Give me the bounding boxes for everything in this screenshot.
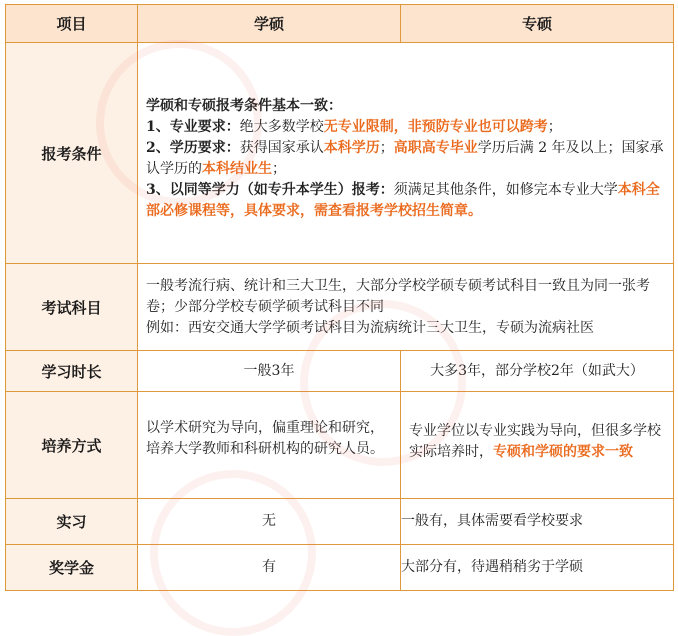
conditions-intro: 学硕和专硕报考条件基本一致：	[146, 98, 342, 114]
condition3-highlight: 本科全部必修课程等，具体要求，需查看报考学校招生简章。	[146, 182, 660, 219]
condition3-head: 3、以同等学力（如专升本学生）报考：	[146, 182, 394, 198]
training-academic: 以学术研究为导向，偏重理论和研究，培养大学教师和科研机构的研究人员。	[146, 420, 384, 457]
row-scholarship	[6, 545, 674, 591]
row-exam-conditions	[6, 43, 674, 264]
condition2-highlight3: 本科结业生	[202, 161, 272, 177]
cell-training-professional	[401, 392, 674, 499]
condition2-text: 获得国家承认	[239, 140, 324, 156]
condition1-highlight: 无专业限制，非预防专业也可以跨考	[323, 119, 548, 135]
condition2-highlight2: 高职高专毕业	[393, 140, 478, 156]
internship-academic: 无	[138, 499, 401, 545]
internship-professional: 一般有，具体需要看学校要求	[401, 499, 674, 545]
duration-professional: 大多3年，部分学校2年（如武大）	[401, 351, 674, 392]
row-training	[6, 392, 674, 499]
cell-training-academic	[138, 392, 401, 499]
subjects-line1: 一般考流行病、统计和三大卫生，大部分学校学硕专硕考试科目一致且为同一张考卷；少部分学校专硕学硕考试科目不同	[146, 277, 650, 315]
cell-exam-conditions	[138, 43, 674, 264]
scholarship-academic: 有	[138, 545, 401, 591]
subjects-line2: 例如：西安交通大学学硕考试科目为流病统计三大卫生，专硕为流病社医	[146, 319, 594, 336]
cell-exam-subjects	[138, 264, 674, 351]
condition1-end: ；	[547, 119, 562, 135]
training-professional-text: 专业学位以专业实践为导向，但很多学校实际培养时，	[409, 423, 661, 460]
label-exam-subjects: 考试科目	[6, 264, 138, 351]
header-professional: 专硕	[401, 5, 674, 43]
duration-academic: 一般3年	[138, 351, 401, 392]
condition1-head: 1、专业要求：	[146, 119, 240, 135]
label-training: 培养方式	[6, 392, 138, 499]
label-exam-conditions: 报考条件	[6, 43, 138, 264]
condition3-text: 须满足其他条件，如修完本专业大学	[393, 182, 618, 198]
header-item: 项目	[6, 5, 138, 43]
row-internship	[6, 499, 674, 545]
label-duration: 学习时长	[6, 351, 138, 392]
comparison-table	[5, 4, 674, 591]
training-professional-highlight: 专硕和学硕的要求一致	[493, 444, 633, 460]
header-row	[6, 5, 674, 43]
row-duration	[6, 351, 674, 392]
condition2-highlight1: 本科学历	[323, 140, 380, 156]
header-academic: 学硕	[138, 5, 401, 43]
condition2-head: 2、学历要求：	[146, 140, 240, 156]
condition2-sep: ；	[379, 140, 394, 156]
condition2-text2: 学历后满 2 年及以上；国家承认学历的	[146, 140, 664, 177]
scholarship-professional: 大部分有，待遇稍稍劣于学硕	[401, 545, 674, 591]
label-scholarship: 奖学金	[6, 545, 138, 591]
condition1-text: 绝大多数学校	[239, 119, 324, 135]
condition2-end: ；	[272, 161, 286, 177]
label-internship: 实习	[6, 499, 138, 545]
row-exam-subjects	[6, 264, 674, 351]
